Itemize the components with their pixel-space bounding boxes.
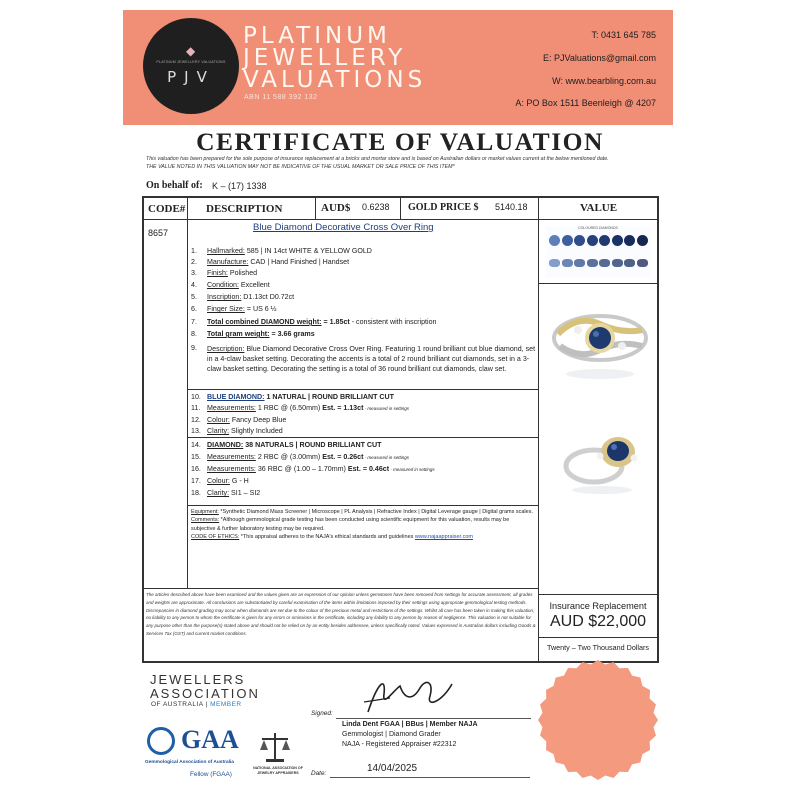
item-code: 8657 bbox=[148, 228, 169, 238]
ja-logo-line-2: ASSOCIATION bbox=[150, 686, 260, 701]
gem-swatch bbox=[587, 259, 598, 267]
contact-phone: T: 0431 645 785 bbox=[591, 30, 656, 40]
gem-swatch bbox=[599, 259, 610, 267]
gaa-logo-text: GAA bbox=[181, 725, 239, 754]
embossed-seal bbox=[538, 660, 658, 780]
gem-swatch bbox=[624, 259, 635, 267]
contact-email: E: PJValuations@gmail.com bbox=[542, 53, 656, 63]
brand-line-3: VALUATIONS bbox=[243, 67, 427, 93]
description-header: DESCRIPTION bbox=[206, 203, 283, 215]
value-header: VALUE bbox=[580, 202, 618, 214]
gem-swatch bbox=[549, 259, 560, 267]
valuation-amount: AUD $22,000 bbox=[549, 613, 647, 630]
gem-swatch bbox=[624, 235, 635, 246]
intro-line-2: THE VALUE NOTED IN THIS VALUATION MAY NOT BE INDICATIVE OF THE USUAL MARKET OR SALE PRICE OF THIS ITEM* bbox=[146, 164, 455, 170]
gaa-subtitle: Gemmological Association of Australia bbox=[145, 760, 234, 765]
aud-value: 0.6238 bbox=[362, 202, 390, 212]
diamond-colour: 17. Colour: G - H bbox=[191, 477, 249, 485]
date-label: Date: bbox=[311, 770, 327, 777]
certificate-title: CERTIFICATE OF VALUATION bbox=[196, 127, 604, 156]
diamond-measurements-1: 15. Measurements: 2 RBC @ (3.00mm) Est. = 0.26ct - measured in settings bbox=[191, 453, 409, 461]
blue-diamond-heading: 10. BLUE DIAMOND: 1 NATURAL | ROUND BRILLIANT CUT bbox=[191, 393, 394, 401]
ja-logo-line-1: JEWELLERS bbox=[150, 672, 246, 687]
item-finish: 3. Finish: Polished bbox=[191, 269, 258, 277]
contact-website: W: www.bearbling.com.au bbox=[552, 76, 656, 86]
naja-logo-text: NATIONAL ASSOCIATION OF JEWELRY APPRAISERS bbox=[253, 766, 303, 775]
gem-swatch bbox=[637, 235, 648, 246]
gem-swatch bbox=[599, 235, 610, 246]
scales-icon bbox=[258, 730, 292, 764]
signer-registration: NAJA - Registered Appraiser #22312 bbox=[342, 741, 457, 748]
gaa-globe-icon bbox=[147, 727, 175, 755]
aud-label: AUD$ bbox=[321, 202, 351, 214]
item-inscription: 5. Inscription: D1.13ct D0.72ct bbox=[191, 293, 295, 301]
item-total-diamond-weight: 7. Total combined DIAMOND weight: = 1.85ct - consistent with inscription bbox=[191, 318, 437, 326]
pjv-logo bbox=[143, 18, 239, 114]
diamond-measurements-2: 16. Measurements: 36 RBC @ (1.00 – 1.70mm) Est. = 0.46ct - measured in settings bbox=[191, 465, 435, 473]
code-header: CODE# bbox=[148, 203, 186, 215]
blue-diamond-clarity: 13. Clarity: Slightly Included bbox=[191, 427, 283, 435]
intro-line-1: This valuation has been prepared for the sole purpose of insurance replacement at a bricks and mortar store and is based on Australian dollars or market values current at the below mentioned date. bbox=[146, 156, 609, 162]
behalf-value: K – (17) 1338 bbox=[212, 181, 267, 191]
abn-number: ABN 11 588 392 132 bbox=[244, 94, 318, 101]
blue-diamond-measurements: 11. Measurements: 1 RBC @ (6.50mm) Est. = 1.13ct - measured in settings bbox=[191, 404, 409, 412]
gold-price-value: 5140.18 bbox=[495, 202, 528, 212]
gem-swatch bbox=[549, 235, 560, 246]
gem-swatch bbox=[574, 235, 585, 246]
ja-logo-line-3: OF AUSTRALIA | MEMBER bbox=[151, 701, 242, 708]
valuation-date: 14/04/2025 bbox=[367, 763, 418, 774]
item-total-gram-weight: 8. Total gram weight: = 3.66 grams bbox=[191, 330, 315, 338]
brand-line-1: PLATINUM bbox=[243, 23, 391, 49]
item-condition: 4. Condition: Excellent bbox=[191, 281, 270, 289]
behalf-label: On behalf of: bbox=[146, 180, 203, 191]
coloured-diamond-chart: COLOURED DIAMONDS bbox=[546, 226, 650, 278]
gold-price-label: GOLD PRICE $ bbox=[408, 202, 479, 213]
logo-ring-text: PLATINUM JEWELLERY VALUATIONS bbox=[156, 60, 226, 64]
valuation-words: Twenty – Two Thousand Dollars bbox=[546, 643, 649, 652]
signature-image bbox=[360, 672, 460, 716]
diamond-clarity: 18. Clarity: SI1 – SI2 bbox=[191, 489, 261, 497]
item-title: Blue Diamond Decorative Cross Over Ring bbox=[253, 222, 434, 233]
gem-swatch bbox=[612, 259, 623, 267]
diamond-icon: ◆ bbox=[186, 44, 196, 58]
gem-swatch bbox=[612, 235, 623, 246]
blue-diamond-colour: 12. Colour: Fancy Deep Blue bbox=[191, 416, 287, 424]
brand-line-2: JEWELLERY bbox=[243, 45, 407, 71]
ring-photo-top bbox=[548, 296, 652, 386]
gem-swatch bbox=[562, 235, 573, 246]
equipment-notes: Equipment: *Synthetic Diamond Mass Screener | Microscope | PL Analysis | Refractive Index | Digital Leverage gauge | Digital grams scales. Comments: *Although gemmological grade testing has been conducted using scientific equipment for this valuation, results may be subjective & further laboratory testing may be required. CODE OF ETHICS: *This appraisal adheres to the NAJA's ethical standards and guidelines www.najaappraiser.com bbox=[191, 509, 533, 541]
diamond-heading: 14. DIAMOND: 38 NATURALS | ROUND BRILLIANT CUT bbox=[191, 441, 382, 449]
item-finger-size: 6. Finger Size: = US 6 ½ bbox=[191, 305, 277, 313]
logo-initials: PJV bbox=[167, 68, 215, 86]
signer-name: Linda Dent FGAA | BBus | Member NAJA bbox=[342, 721, 478, 728]
ring-photo-side bbox=[556, 418, 652, 500]
item-description-number: 9. bbox=[191, 344, 197, 352]
contact-address: A: PO Box 1511 Beenleigh @ 4207 bbox=[515, 98, 656, 108]
item-description: Description: Blue Diamond Decorative Cross Over Ring. Featuring 1 round brilliant cut blue diamond, set in a 4-claw basket setting. Decorating the accents is a total of 2 round brilliant cut diamonds, set in a 3-claw basket setting. Decorating the setting is a total of 36 round brilliant cut diamonds, claw set. bbox=[207, 345, 536, 374]
signer-role: Gemmologist | Diamond Grader bbox=[342, 731, 441, 738]
item-hallmarked: 1. Hallmarked: 585 | IN 14ct WHITE & YELLOW GOLD bbox=[191, 247, 372, 255]
disclaimer: The articles described above have been examined and the values given are an expression of our opinion unless gemstones have been removed from settings for accurate assessment, all grades and weights are approximate. All conclusions are substantiated by careful examination of the items within limitations imposed by their settings using appropriate gemmological testing methods. Discrepancies in diamond grading may occur when diamonds are set due to the colour of the precious metal and restrictions of the settings. Whilst all care has been taken in making this valuation, no liability to any person to whom the certificate is given for any errors or omissions in the certificate, including any liability to any person by reason of negligence. This valuation is not suitable for any purpose other than the purpose(s) stated above and should not be relied on by an entity besides addressee, unless specifically noted. Values expressed in Australian dollars including Goods & Services Tax (GST) and current market conditions. bbox=[146, 592, 536, 636]
gem-swatch bbox=[637, 259, 648, 267]
naja-link[interactable]: www.najaappraiser.com bbox=[414, 534, 473, 541]
signature-line bbox=[336, 718, 531, 719]
item-manufacture: 2. Manufacture: CAD | Hand Finished | Handset bbox=[191, 258, 350, 266]
date-line bbox=[330, 777, 530, 778]
gem-swatch bbox=[587, 235, 598, 246]
gaa-fellow: Fellow (FGAA) bbox=[190, 771, 232, 778]
signed-label: Signed: bbox=[311, 710, 333, 717]
gem-swatch bbox=[562, 259, 573, 267]
gem-swatch bbox=[574, 259, 585, 267]
valuation-label: Insurance Replacement bbox=[549, 601, 647, 611]
